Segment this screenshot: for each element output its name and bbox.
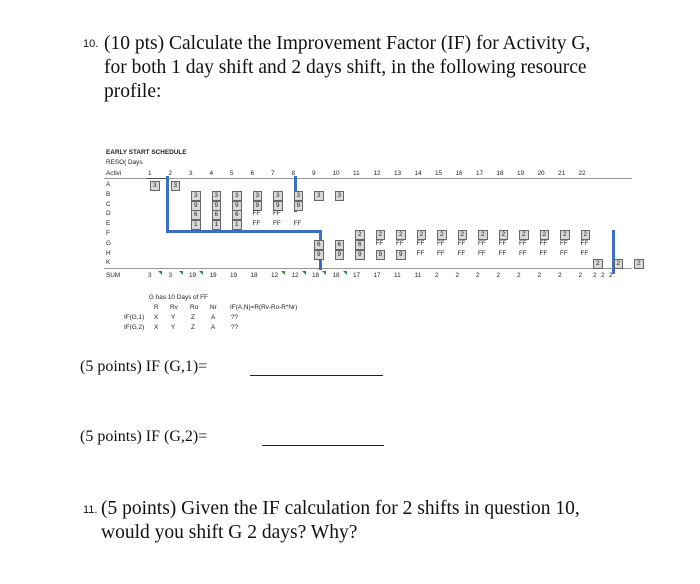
comment-marker-icon [343, 271, 347, 275]
row-h-float-cell: FF [416, 249, 425, 257]
row-h-float-cell: FF [478, 249, 486, 257]
row-f-cell: 2 [355, 230, 365, 240]
row-b-cell: 3 [273, 191, 283, 201]
blue-boundary-bottom [166, 230, 319, 233]
activity-label-f: F [106, 230, 110, 237]
comment-marker-icon [302, 271, 306, 275]
activity-label-k: K [106, 259, 111, 267]
sum-cell: 11 [414, 272, 422, 279]
row-e-cell: 1 [191, 220, 201, 230]
header-divider [104, 178, 632, 179]
sum-cell: 2 [578, 272, 583, 279]
day-header-13: 13 [394, 170, 402, 177]
row-f-cell: 2 [478, 230, 488, 240]
row-g-float-cell: FF [375, 239, 384, 247]
row-f-cell: 2 [417, 230, 427, 240]
if-g1-x: X [154, 314, 159, 321]
if-g2-label: IF(G,2) [124, 324, 145, 331]
day-header-14: 14 [414, 170, 422, 177]
day-header-22: 22 [578, 170, 586, 177]
day-header-12: 12 [373, 170, 381, 177]
sum-cell: 17 [373, 272, 381, 279]
sum-divider [104, 268, 632, 269]
row-e-cell: FF [293, 220, 302, 228]
day-header-18: 18 [496, 170, 504, 177]
row-g-float-cell: FF [437, 239, 445, 247]
sum-cell: 12 [271, 272, 279, 279]
sheet-title: EARLY START SCHEDULE [106, 149, 187, 156]
day-header-20: 20 [537, 170, 545, 177]
sum-cell: 11 [394, 272, 401, 279]
day-header-10: 10 [332, 170, 340, 177]
day-header-5: 5 [230, 170, 234, 177]
row-h-cell: 9 [396, 250, 406, 260]
row-g-float-cell: FF [457, 239, 466, 247]
row-a-cell: 3 [150, 181, 160, 191]
resource-profile-spreadsheet [104, 146, 641, 346]
row-k-cell: 2 [614, 259, 624, 269]
row-b-cell: 3 [294, 191, 304, 201]
row-g-float-cell: FF [519, 239, 527, 247]
day-header-6: 6 [250, 170, 255, 177]
sum-cell: 2 [609, 272, 613, 279]
row-f-cell: 2 [499, 230, 509, 240]
activity-label-h: H [106, 249, 111, 257]
row-b-cell: 3 [212, 191, 222, 201]
day-header-16: 16 [455, 170, 463, 177]
row-h-float-cell: FF [498, 249, 507, 257]
comment-marker-icon [199, 271, 203, 275]
resource-header: RESO( Days [106, 159, 143, 166]
row-c-cell: 9 [232, 201, 242, 211]
row-b-cell: 3 [335, 191, 345, 201]
row-b-cell: 3 [253, 191, 263, 201]
row-a-cell: 3 [171, 181, 181, 191]
sum-label: SUM [106, 272, 121, 279]
question-11-number: 11. [83, 504, 98, 516]
sum-cell: 2 [517, 272, 521, 279]
row-c-cell: 9 [212, 201, 222, 211]
row-f-cell: 2 [396, 230, 406, 240]
row-k-cell: 2 [634, 259, 644, 269]
row-f-cell: 2 [519, 230, 529, 240]
blue-boundary-left [166, 176, 169, 231]
sum-cell: 18 [332, 272, 340, 279]
question-10-line-1: (10 pts) Calculate the Improvement Factor (IF) for Activity G, [104, 33, 591, 54]
question-10-line-3: profile: [104, 81, 162, 102]
day-header-3: 3 [189, 170, 193, 177]
table-head-ro: Ro [190, 304, 199, 311]
sum-cell: 17 [353, 272, 361, 279]
comment-marker-icon [158, 271, 162, 275]
question-10-line-2: for both 1 day shift and 2 days shift, in the following resource [104, 57, 587, 78]
sum-cell: 3 [148, 272, 152, 279]
comment-marker-icon [322, 271, 326, 275]
row-g-float-cell: FF [478, 239, 486, 247]
row-g-float-cell: FF [580, 239, 589, 247]
row-g-cell: 6 [314, 240, 324, 250]
if-g2-x: X [154, 324, 159, 331]
day-header-8: 8 [291, 170, 296, 177]
row-d-cell: 6 [212, 210, 222, 220]
activity-label-b: B [106, 190, 111, 198]
row-h-float-cell: FF [580, 249, 589, 257]
row-h-cell: 9 [335, 250, 345, 260]
sum-cell: 2 [496, 272, 501, 279]
sum-cell: 19 [230, 272, 238, 279]
table-head-r: R [154, 304, 159, 311]
day-header-15: 15 [435, 170, 443, 177]
sum-cell: 3 [168, 272, 173, 279]
row-b-cell: 3 [314, 191, 324, 201]
day-header-4: 4 [209, 170, 214, 177]
table-head-rv: Rv [170, 304, 178, 311]
row-f-cell: 2 [376, 230, 386, 240]
g-has-ff-note: G has 10 Days of FF [149, 294, 208, 301]
row-h-float-cell: FF [539, 249, 548, 257]
row-f-cell: 2 [581, 230, 591, 240]
question-11-line-2: would you shift G 2 days? Why? [101, 522, 358, 543]
activity-label-e: E [106, 220, 111, 228]
sum-cell: 18 [250, 272, 258, 279]
if-g1-a: A [211, 314, 216, 321]
row-e-cell: 1 [232, 220, 242, 230]
question-10-number: 10. [83, 38, 99, 50]
row-g-cell: 6 [335, 240, 345, 250]
if-g1-result: ?? [231, 314, 239, 321]
row-b-cell: 3 [191, 191, 201, 201]
sum-cell: 2 [455, 272, 460, 279]
row-g-float-cell: FF [539, 239, 548, 247]
day-header-1: 1 [148, 170, 152, 177]
day-header-7: 7 [271, 170, 275, 177]
row-f-cell: 2 [540, 230, 550, 240]
sum-cell: 18 [312, 272, 320, 279]
if-g2-question: (5 points) IF (G,2)= [80, 428, 208, 445]
row-h-cell: 9 [314, 250, 324, 260]
if-g1-answer-line [250, 375, 383, 376]
row-k-cell: 2 [593, 259, 603, 269]
if-g1-question: (5 points) IF (G,1)= [80, 358, 208, 375]
if-g2-result: ?? [231, 324, 239, 331]
row-h-float-cell: FF [560, 249, 568, 257]
activity-label-a: A [106, 181, 111, 188]
activity-label-c: C [106, 200, 111, 208]
sum-cell: 2 [435, 272, 439, 279]
row-c-cell: 9 [294, 201, 304, 211]
row-f-cell: 2 [458, 230, 468, 240]
sum-cell: 2 [558, 272, 562, 279]
activity-header: Activi [106, 170, 122, 177]
day-header-9: 9 [312, 170, 316, 177]
day-header-11: 11 [353, 170, 360, 177]
row-h-float-cell: FF [519, 249, 527, 257]
row-h-float-cell: FF [437, 249, 445, 257]
comment-marker-icon [281, 271, 285, 275]
activity-label-g: G [106, 239, 111, 247]
if-g2-answer-line [262, 445, 384, 446]
row-h-float-cell: FF [457, 249, 466, 257]
table-head-formula: IF(A,N)=R(Rv-Ro-R*Nr) [230, 304, 298, 311]
day-header-2: 2 [168, 170, 173, 177]
row-g-float-cell: FF [396, 239, 404, 247]
row-g-float-cell: FF [560, 239, 568, 247]
row-f-cell: 2 [437, 230, 447, 240]
if-g2-a: A [211, 324, 216, 331]
row-c-cell: 9 [273, 201, 283, 211]
sum-cell: 19 [209, 272, 217, 279]
question-11-line-1: (5 points) Given the IF calculation for 2 shifts in question 10, [101, 498, 580, 519]
row-g-cell: 6 [355, 240, 365, 250]
sum-cell: 2 [593, 272, 597, 279]
table-head-nr: Nr [210, 304, 217, 311]
day-header-19: 19 [517, 170, 525, 177]
sum-cell: 2 [476, 272, 480, 279]
if-g1-z: Z [191, 314, 195, 321]
row-d-cell: 6 [191, 210, 201, 220]
row-e-cell: FF [252, 220, 261, 228]
row-d-cell: 6 [232, 210, 242, 220]
row-a-rule [146, 178, 166, 179]
row-d-cell: FF [252, 210, 261, 218]
row-b-cell: 3 [232, 191, 242, 201]
row-g-float-cell: FF [498, 239, 507, 247]
row-e-cell: 1 [212, 220, 222, 230]
if-g2-y: Y [171, 324, 176, 331]
if-g1-y: Y [171, 314, 176, 321]
day-header-17: 17 [476, 170, 484, 177]
sum-cell: 2 [537, 272, 542, 279]
row-h-cell: 9 [376, 250, 386, 260]
row-c-cell: 9 [253, 201, 263, 211]
comment-marker-icon [179, 271, 183, 275]
sum-cell: 19 [189, 272, 197, 279]
row-g-float-cell: FF [416, 239, 425, 247]
if-g2-z: Z [191, 324, 195, 331]
sum-cell: 12 [291, 272, 299, 279]
if-g1-label: IF(G,1) [124, 314, 145, 321]
sum-cell: 2 [601, 272, 605, 279]
row-d-cell: FF [273, 210, 281, 218]
row-e-cell: FF [273, 220, 281, 228]
activity-label-d: D [106, 210, 111, 218]
row-c-cell: 9 [191, 201, 201, 211]
row-f-cell: 2 [560, 230, 570, 240]
day-header-21: 21 [558, 170, 566, 177]
row-h-cell: 9 [355, 250, 365, 260]
